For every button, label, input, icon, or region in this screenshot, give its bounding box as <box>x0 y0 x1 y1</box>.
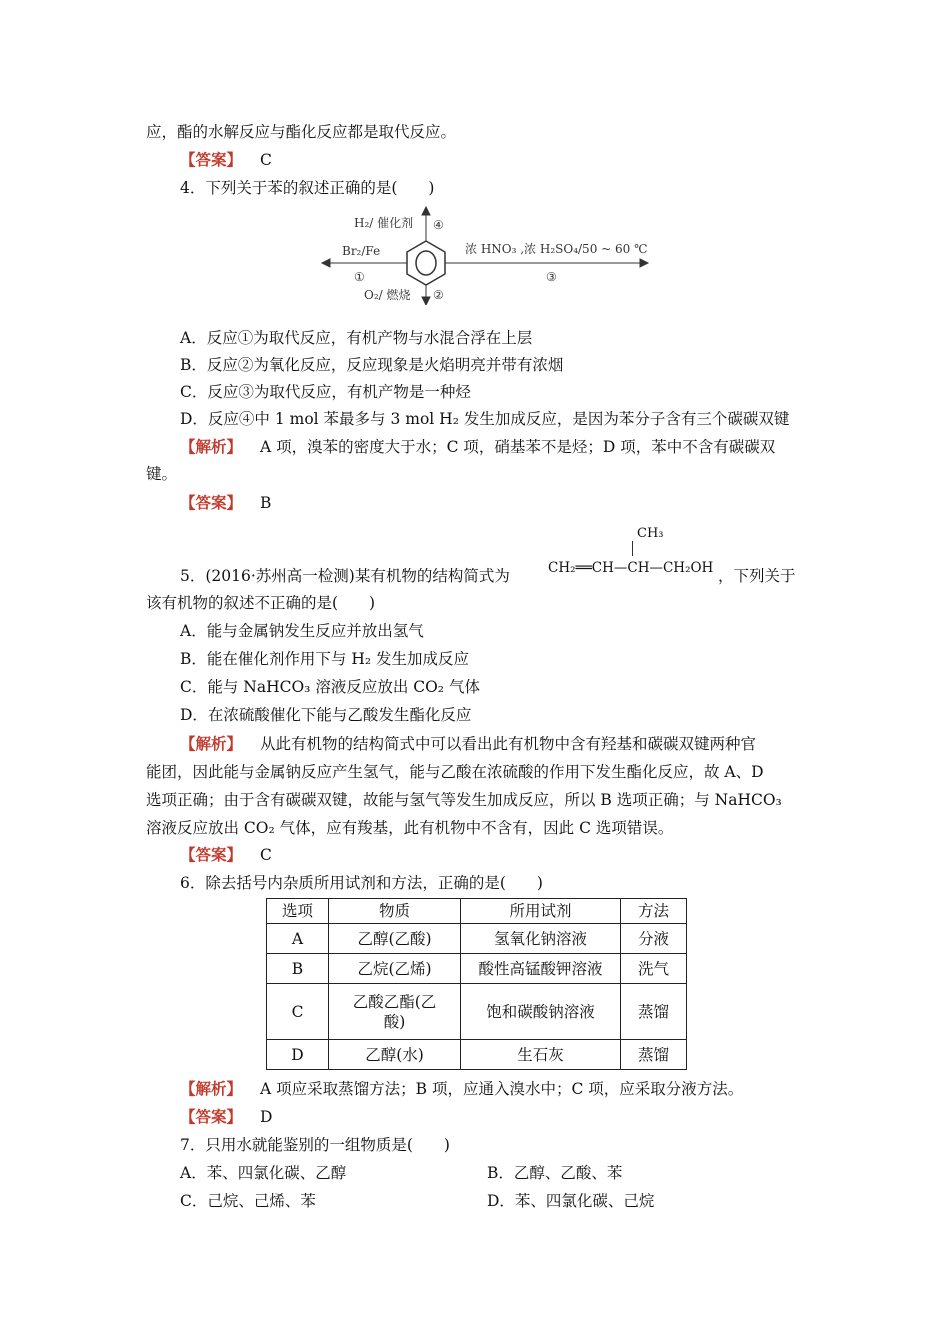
q4-analysis <box>180 437 775 457</box>
table-cell: 氢氧化钠溶液 <box>461 924 621 954</box>
table-cell: 乙醇(水) <box>329 1040 461 1070</box>
right-num: ③ <box>546 270 557 284</box>
q5-option-b: B．能在催化剂作用下与 H₂ 发生加成反应 <box>180 650 469 668</box>
q5-analysis-text: 从此有机物的结构简式中可以看出此有机物中含有羟基和碳碳双键两种官 <box>260 735 757 753</box>
q3-answer-line <box>180 150 272 170</box>
q6-stem: 6．除去括号内杂质所用试剂和方法，正确的是( ) <box>180 874 543 892</box>
q5-analysis-line4: 溶液反应放出 CO₂ 气体，应有羧基，此有机物中不含有，因此 C 选项错误。 <box>146 819 674 837</box>
arrow-up <box>422 207 430 241</box>
q7-stem: 7．只用水就能鉴别的一组物质是( ) <box>180 1136 450 1154</box>
q6-table <box>266 898 687 1070</box>
table-cell: 蒸馏 <box>621 984 687 1040</box>
q5-option-c: C．能与 NaHCO₃ 溶液反应放出 CO₂ 气体 <box>180 678 480 696</box>
table-cell: C <box>267 984 329 1040</box>
analysis-tag: 【解析】 <box>180 437 243 456</box>
analysis-tag: 【解析】 <box>180 1079 243 1098</box>
q4-stem: 4．下列关于苯的叙述正确的是( ) <box>180 179 435 197</box>
q5-answer-line <box>180 845 272 865</box>
q7-option-b: B．乙醇、乙酸、苯 <box>487 1164 623 1182</box>
table-cell: 洗气 <box>621 954 687 984</box>
q5-stem-suffix: ，下列关于 <box>718 567 796 585</box>
right-label: 浓 HNO₃ ,浓 H₂SO₄/50 ~ 60 ℃ <box>465 242 648 256</box>
arrow-left <box>322 259 407 267</box>
analysis-tag: 【解析】 <box>180 734 243 753</box>
q6-answer-line <box>180 1107 272 1127</box>
q4-option-d: D．反应④中 1 mol 苯最多与 3 mol H₂ 发生加成反应，是因为苯分子含有三个碳碳双键 <box>180 410 790 428</box>
q4-option-b: B．反应②为氧化反应，反应现象是火焰明亮并带有浓烟 <box>180 356 564 374</box>
table-header: 物质 <box>329 899 461 924</box>
benzene-reaction-diagram <box>318 205 658 305</box>
q7-option-c: C．己烷、己烯、苯 <box>180 1192 316 1210</box>
table-cell: D <box>267 1040 329 1070</box>
up-label: H₂/ 催化剂 <box>354 216 414 230</box>
intro-line: 应，酯的水解反应与酯化反应都是取代反应。 <box>146 123 457 141</box>
answer-tag: 【答案】 <box>180 150 243 169</box>
q5-stem-line2: 该有机物的叙述不正确的是( ) <box>146 594 376 612</box>
q7-option-a: A．苯、四氯化碳、乙醇 <box>180 1164 347 1182</box>
table-row <box>267 954 687 984</box>
q5-analysis <box>180 734 756 754</box>
table-header: 选项 <box>267 899 329 924</box>
table-cell: 乙醇(乙酸) <box>329 924 461 954</box>
down-label: O₂/ 燃烧 <box>364 288 411 302</box>
arrow-right <box>445 259 648 267</box>
table-cell: 蒸馏 <box>621 1040 687 1070</box>
formula-chain: CH₂══CH—CH—CH₂OH <box>548 560 714 576</box>
table-row <box>267 984 687 1040</box>
table-header: 方法 <box>621 899 687 924</box>
q4-answer-line <box>180 493 271 513</box>
q5-option-a: A．能与金属钠发生反应并放出氢气 <box>180 622 424 640</box>
q6-analysis <box>180 1079 743 1099</box>
q4-answer: B <box>260 494 272 512</box>
q4-option-c: C．反应③为取代反应，有机产物是一种烃 <box>180 383 471 401</box>
table-row <box>267 924 687 954</box>
answer-tag: 【答案】 <box>180 1107 243 1126</box>
up-num: ④ <box>433 218 444 232</box>
table-header: 所用试剂 <box>461 899 621 924</box>
table-cell: 分液 <box>621 924 687 954</box>
table-cell: 生石灰 <box>461 1040 621 1070</box>
answer-tag: 【答案】 <box>180 845 243 864</box>
q5-analysis-line2: 能团，因此能与金属钠反应产生氢气，能与乙酸在浓硫酸的作用下发生酯化反应，故 A、D <box>146 763 764 781</box>
table-cell: A <box>267 924 329 954</box>
q5-answer: C <box>260 846 272 864</box>
q5-option-d: D．在浓硫酸催化下能与乙酸发生酯化反应 <box>180 706 472 724</box>
q4-analysis-text: A 项，溴苯的密度大于水；C 项，硝基苯不是烃；D 项，苯中不含有碳碳双 <box>260 438 776 456</box>
table-row <box>267 1040 687 1070</box>
table-cell: B <box>267 954 329 984</box>
left-label: Br₂/Fe <box>342 244 381 258</box>
benzene-ring <box>407 241 445 285</box>
q3-answer: C <box>260 151 272 169</box>
table-cell: 饱和碳酸钠溶液 <box>461 984 621 1040</box>
q5-analysis-line3: 选项正确；由于含有碳碳双键，故能与氢气等发生加成反应，所以 B 选项正确；与 NaHCO₃ <box>146 791 782 809</box>
q5-stem-prefix: 5．(2016·苏州高一检测)某有机物的结构简式为 <box>180 567 510 585</box>
table-header-row <box>267 899 687 924</box>
q4-analysis-cont: 键。 <box>146 465 178 483</box>
table-cell: 乙烷(乙烯) <box>329 954 461 984</box>
left-num: ① <box>354 270 365 284</box>
table-cell: 酸性高锰酸钾溶液 <box>461 954 621 984</box>
q4-option-a: A．反应①为取代反应，有机产物与水混合浮在上层 <box>180 329 533 347</box>
formula-bond <box>632 541 633 556</box>
q6-analysis-text: A 项应采取蒸馏方法；B 项，应通入溴水中；C 项，应采取分液方法。 <box>260 1080 744 1098</box>
arrow-down <box>422 285 430 305</box>
formula-ch3: CH₃ <box>637 526 664 541</box>
q6-answer: D <box>260 1108 273 1126</box>
table-cell: 乙酸乙酯(乙酸) <box>329 984 461 1040</box>
down-num: ② <box>433 288 444 302</box>
answer-tag: 【答案】 <box>180 493 243 512</box>
q7-option-d: D．苯、四氯化碳、己烷 <box>487 1192 655 1210</box>
